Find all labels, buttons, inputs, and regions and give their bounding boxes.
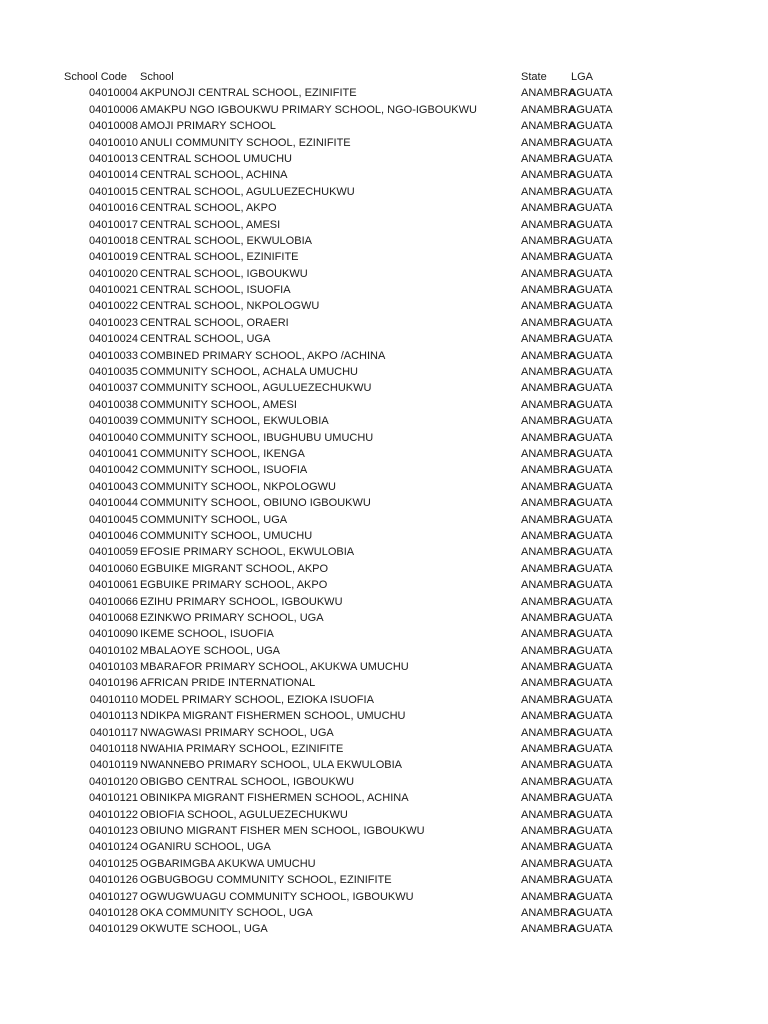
state-cell: ANAMBRA [521,808,576,821]
school-table [0,69,768,938]
lga-cell: AGUATA [569,579,613,592]
school-code-cell: 04010033 [89,349,138,362]
school-name-cell: OBIOFIA SCHOOL, AGULUEZECHUKWU [140,808,348,821]
table-header [0,69,768,85]
table-row [0,348,768,364]
table-row [0,659,768,675]
school-name-cell: OGBARIMGBA AKUKWA UMUCHU [140,857,316,870]
school-code-cell: 04010015 [89,185,138,198]
school-name-cell: NWANNEBO PRIMARY SCHOOL, ULA EKWULOBIA [140,759,403,772]
school-name-cell: NDIKPA MIGRANT FISHERMEN SCHOOL, UMUCHU [140,710,406,723]
state-cell: ANAMBRA [521,152,576,165]
school-name-cell: CENTRAL SCHOOL, IGBOUKWU [140,267,308,280]
state-cell: ANAMBRA [521,398,576,411]
header-school-code: School Code [64,71,127,83]
lga-cell: AGUATA [569,562,613,575]
table-row [0,708,768,724]
table-row [0,905,768,921]
school-name-cell: CENTRAL SCHOOL, ACHINA [140,169,288,182]
table-row [0,413,768,429]
school-code-cell: 04010022 [89,300,138,313]
state-cell: ANAMBRA [521,726,576,739]
lga-cell: AGUATA [569,726,613,739]
state-cell: ANAMBRA [521,284,576,297]
school-name-cell: OKWUTE SCHOOL, UGA [140,923,268,936]
table-row [0,921,768,937]
state-cell: ANAMBRA [521,841,576,854]
state-cell: ANAMBRA [521,382,576,395]
state-cell: ANAMBRA [521,759,576,772]
lga-cell: AGUATA [569,906,613,919]
state-cell: ANAMBRA [521,136,576,149]
school-name-cell: MBARAFOR PRIMARY SCHOOL, AKUKWA UMUCHU [140,661,409,674]
school-name-cell: OBIGBO CENTRAL SCHOOL, IGBOUKWU [140,775,355,788]
state-cell: ANAMBRA [521,431,576,444]
table-row [0,790,768,806]
school-name-cell: NWAHIA PRIMARY SCHOOL, EZINIFITE [140,743,344,756]
school-name-cell: CENTRAL SCHOOL UMUCHU [140,152,292,165]
state-cell: ANAMBRA [521,103,576,116]
lga-cell: AGUATA [569,644,613,657]
table-row [0,217,768,233]
school-name-cell: COMMUNITY SCHOOL, OBIUNO IGBOUKWU [140,497,371,510]
table-row [0,331,768,347]
lga-cell: AGUATA [569,136,613,149]
school-code-cell: 04010008 [89,120,138,133]
lga-cell: AGUATA [569,497,613,510]
state-cell: ANAMBRA [521,546,576,559]
table-row [0,512,768,528]
state-cell: ANAMBRA [521,415,576,428]
table-row [0,889,768,905]
state-cell: ANAMBRA [521,824,576,837]
school-name-cell: IKEME SCHOOL, ISUOFIA [140,628,274,641]
school-name-cell: COMMUNITY SCHOOL, IKENGA [140,447,305,460]
table-row [0,315,768,331]
header-lga: LGA [571,71,594,83]
school-name-cell: CENTRAL SCHOOL, EZINIFITE [140,251,299,264]
school-name-cell: CENTRAL SCHOOL, AGULUEZECHUKWU [140,185,355,198]
table-row [0,118,768,134]
lga-cell: AGUATA [569,775,613,788]
state-cell: ANAMBRA [521,661,576,674]
school-name-cell: AMOJI PRIMARY SCHOOL [140,120,276,133]
state-cell: ANAMBRA [521,595,576,608]
school-code-cell: 04010117 [89,726,138,739]
table-row [0,446,768,462]
table-row [0,167,768,183]
school-code-cell: 04010090 [89,628,138,641]
school-name-cell: CENTRAL SCHOOL, NKPOLOGWU [140,300,320,313]
table-row [0,151,768,167]
table-row [0,757,768,773]
school-code-cell: 04010066 [89,595,138,608]
lga-cell: AGUATA [569,710,613,723]
state-cell: ANAMBRA [521,513,576,526]
lga-cell: AGUATA [569,480,613,493]
school-code-cell: 04010126 [89,874,138,887]
school-code-cell: 04010113 [89,710,138,723]
lga-cell: AGUATA [569,349,613,362]
lga-cell: AGUATA [569,185,613,198]
lga-cell: AGUATA [569,513,613,526]
school-name-cell: COMMUNITY SCHOOL, AGULUEZECHUKWU [140,382,372,395]
lga-cell: AGUATA [569,611,613,624]
lga-cell: AGUATA [569,169,613,182]
lga-cell: AGUATA [569,677,613,690]
state-cell: ANAMBRA [521,202,576,215]
table-row [0,856,768,872]
lga-cell: AGUATA [569,382,613,395]
table-row [0,479,768,495]
table-row [0,643,768,659]
school-name-cell: CENTRAL SCHOOL, UGA [140,333,271,346]
school-name-cell: EGBUIKE PRIMARY SCHOOL, AKPO [140,579,328,592]
table-row [0,577,768,593]
state-cell: ANAMBRA [521,497,576,510]
table-row [0,741,768,757]
state-cell: ANAMBRA [521,464,576,477]
lga-cell: AGUATA [569,759,613,772]
lga-cell: AGUATA [569,103,613,116]
state-cell: ANAMBRA [521,529,576,542]
state-cell: ANAMBRA [521,333,576,346]
table-row [0,462,768,478]
school-name-cell: COMMUNITY SCHOOL, ISUOFIA [140,464,308,477]
school-name-cell: AFRICAN PRIDE INTERNATIONAL [140,677,316,690]
school-name-cell: CENTRAL SCHOOL, AMESI [140,218,281,231]
table-row [0,298,768,314]
school-code-cell: 04010123 [89,824,138,837]
table-row [0,184,768,200]
state-cell: ANAMBRA [521,890,576,903]
school-code-cell: 04010038 [89,398,138,411]
state-cell: ANAMBRA [521,562,576,575]
lga-cell: AGUATA [569,87,613,100]
school-code-cell: 04010023 [89,316,138,329]
school-code-cell: 04010060 [89,562,138,575]
lga-cell: AGUATA [569,120,613,133]
school-code-cell: 04010014 [89,169,138,182]
table-row [0,725,768,741]
table-row [0,692,768,708]
table-row [0,872,768,888]
table-row [0,626,768,642]
school-code-cell: 04010016 [89,202,138,215]
state-cell: ANAMBRA [521,218,576,231]
lga-cell: AGUATA [569,431,613,444]
table-row [0,282,768,298]
school-name-cell: EZIHU PRIMARY SCHOOL, IGBOUKWU [140,595,343,608]
school-code-cell: 04010043 [89,480,138,493]
lga-cell: AGUATA [569,923,613,936]
school-code-cell: 04010019 [89,251,138,264]
school-name-cell: COMMUNITY SCHOOL, NKPOLOGWU [140,480,336,493]
lga-cell: AGUATA [569,890,613,903]
school-code-cell: 04010017 [89,218,138,231]
school-code-cell: 04010119 [89,759,138,772]
school-code-cell: 04010040 [89,431,138,444]
state-cell: ANAMBRA [521,857,576,870]
school-code-cell: 04010127 [89,890,138,903]
lga-cell: AGUATA [569,693,613,706]
school-code-cell: 04010061 [89,579,138,592]
school-code-cell: 04010121 [89,792,138,805]
school-name-cell: EFOSIE PRIMARY SCHOOL, EKWULOBIA [140,546,355,559]
school-name-cell: COMBINED PRIMARY SCHOOL, AKPO /ACHINA [140,349,386,362]
school-name-cell: CENTRAL SCHOOL, ORAERI [140,316,289,329]
lga-cell: AGUATA [569,529,613,542]
lga-cell: AGUATA [569,251,613,264]
table-row [0,561,768,577]
school-code-cell: 04010044 [89,497,138,510]
lga-cell: AGUATA [569,546,613,559]
school-code-cell: 04010013 [89,152,138,165]
school-code-cell: 04010039 [89,415,138,428]
table-row [0,266,768,282]
lga-cell: AGUATA [569,284,613,297]
school-name-cell: EGBUIKE MIGRANT SCHOOL, AKPO [140,562,329,575]
lga-cell: AGUATA [569,267,613,280]
school-code-cell: 04010035 [89,366,138,379]
table-row [0,675,768,691]
table-row [0,774,768,790]
lga-cell: AGUATA [569,857,613,870]
school-name-cell: ANULI COMMUNITY SCHOOL, EZINIFITE [140,136,351,149]
state-cell: ANAMBRA [521,923,576,936]
school-name-cell: CENTRAL SCHOOL, AKPO [140,202,277,215]
table-row [0,200,768,216]
school-code-cell: 04010024 [89,333,138,346]
table-row [0,430,768,446]
school-name-cell: MBALAOYE SCHOOL, UGA [140,644,280,657]
school-name-cell: OKA COMMUNITY SCHOOL, UGA [140,906,313,919]
school-code-cell: 04010120 [89,775,138,788]
state-cell: ANAMBRA [521,349,576,362]
lga-cell: AGUATA [569,234,613,247]
state-cell: ANAMBRA [521,579,576,592]
state-cell: ANAMBRA [521,792,576,805]
lga-cell: AGUATA [569,808,613,821]
state-cell: ANAMBRA [521,775,576,788]
lga-cell: AGUATA [569,415,613,428]
lga-cell: AGUATA [569,398,613,411]
school-code-cell: 04010129 [89,923,138,936]
school-code-cell: 04010041 [89,447,138,460]
school-name-cell: OBIUNO MIGRANT FISHER MEN SCHOOL, IGBOUKWU [140,824,425,837]
school-code-cell: 04010124 [89,841,138,854]
school-code-cell: 04010110 [89,693,138,706]
state-cell: ANAMBRA [521,120,576,133]
school-name-cell: COMMUNITY SCHOOL, ACHALA UMUCHU [140,366,358,379]
school-code-cell: 04010102 [89,644,138,657]
school-name-cell: COMMUNITY SCHOOL, IBUGHUBU UMUCHU [140,431,374,444]
table-row [0,233,768,249]
lga-cell: AGUATA [569,595,613,608]
table-row [0,495,768,511]
school-code-cell: 04010018 [89,234,138,247]
lga-cell: AGUATA [569,661,613,674]
lga-cell: AGUATA [569,874,613,887]
table-row [0,544,768,560]
school-code-cell: 04010103 [89,661,138,674]
header-state: State [521,71,547,83]
school-code-cell: 04010021 [89,284,138,297]
lga-cell: AGUATA [569,628,613,641]
school-name-cell: AKPUNOJI CENTRAL SCHOOL, EZINIFITE [140,87,357,100]
state-cell: ANAMBRA [521,87,576,100]
lga-cell: AGUATA [569,464,613,477]
table-row [0,528,768,544]
school-code-cell: 04010118 [89,743,138,756]
state-cell: ANAMBRA [521,480,576,493]
state-cell: ANAMBRA [521,185,576,198]
state-cell: ANAMBRA [521,169,576,182]
lga-cell: AGUATA [569,152,613,165]
state-cell: ANAMBRA [521,693,576,706]
lga-cell: AGUATA [569,447,613,460]
school-name-cell: OGBUGBOGU COMMUNITY SCHOOL, EZINIFITE [140,874,392,887]
school-name-cell: COMMUNITY SCHOOL, AMESI [140,398,297,411]
table-row [0,380,768,396]
school-name-cell: OGANIRU SCHOOL, UGA [140,841,271,854]
table-row [0,839,768,855]
lga-cell: AGUATA [569,202,613,215]
lga-cell: AGUATA [569,824,613,837]
header-school: School [140,71,174,83]
school-code-cell: 04010006 [89,103,138,116]
school-code-cell: 04010196 [89,677,138,690]
state-cell: ANAMBRA [521,267,576,280]
school-name-cell: MODEL PRIMARY SCHOOL, EZIOKA ISUOFIA [140,693,374,706]
school-name-cell: EZINKWO PRIMARY SCHOOL, UGA [140,611,324,624]
state-cell: ANAMBRA [521,743,576,756]
table-row [0,823,768,839]
school-name-cell: OBINIKPA MIGRANT FISHERMEN SCHOOL, ACHINA [140,792,409,805]
school-code-cell: 04010045 [89,513,138,526]
school-code-cell: 04010037 [89,382,138,395]
school-code-cell: 04010059 [89,546,138,559]
state-cell: ANAMBRA [521,611,576,624]
school-code-cell: 04010010 [89,136,138,149]
state-cell: ANAMBRA [521,677,576,690]
table-body [0,85,768,937]
lga-cell: AGUATA [569,300,613,313]
school-name-cell: COMMUNITY SCHOOL, EKWULOBIA [140,415,329,428]
school-name-cell: NWAGWASI PRIMARY SCHOOL, UGA [140,726,334,739]
lga-cell: AGUATA [569,743,613,756]
school-code-cell: 04010004 [89,87,138,100]
school-code-cell: 04010128 [89,906,138,919]
school-name-cell: COMMUNITY SCHOOL, UMUCHU [140,529,313,542]
state-cell: ANAMBRA [521,710,576,723]
table-row [0,594,768,610]
school-code-cell: 04010122 [89,808,138,821]
lga-cell: AGUATA [569,792,613,805]
table-row [0,85,768,101]
state-cell: ANAMBRA [521,874,576,887]
school-name-cell: AMAKPU NGO IGBOUKWU PRIMARY SCHOOL, NGO-IGBOUKWU [140,103,477,116]
table-row [0,807,768,823]
school-code-cell: 04010042 [89,464,138,477]
state-cell: ANAMBRA [521,316,576,329]
table-row [0,364,768,380]
lga-cell: AGUATA [569,841,613,854]
lga-cell: AGUATA [569,333,613,346]
state-cell: ANAMBRA [521,251,576,264]
school-name-cell: OGWUGWUAGU COMMUNITY SCHOOL, IGBOUKWU [140,890,414,903]
school-name-cell: COMMUNITY SCHOOL, UGA [140,513,288,526]
lga-cell: AGUATA [569,366,613,379]
table-row [0,135,768,151]
lga-cell: AGUATA [569,218,613,231]
school-code-cell: 04010020 [89,267,138,280]
table-row [0,397,768,413]
school-code-cell: 04010068 [89,611,138,624]
state-cell: ANAMBRA [521,300,576,313]
state-cell: ANAMBRA [521,447,576,460]
school-name-cell: CENTRAL SCHOOL, ISUOFIA [140,284,291,297]
school-code-cell: 04010046 [89,529,138,542]
table-row [0,610,768,626]
state-cell: ANAMBRA [521,366,576,379]
state-cell: ANAMBRA [521,234,576,247]
state-cell: ANAMBRA [521,644,576,657]
table-row [0,249,768,265]
state-cell: ANAMBRA [521,628,576,641]
state-cell: ANAMBRA [521,906,576,919]
school-code-cell: 04010125 [89,857,138,870]
table-row [0,102,768,118]
lga-cell: AGUATA [569,316,613,329]
school-name-cell: CENTRAL SCHOOL, EKWULOBIA [140,234,312,247]
